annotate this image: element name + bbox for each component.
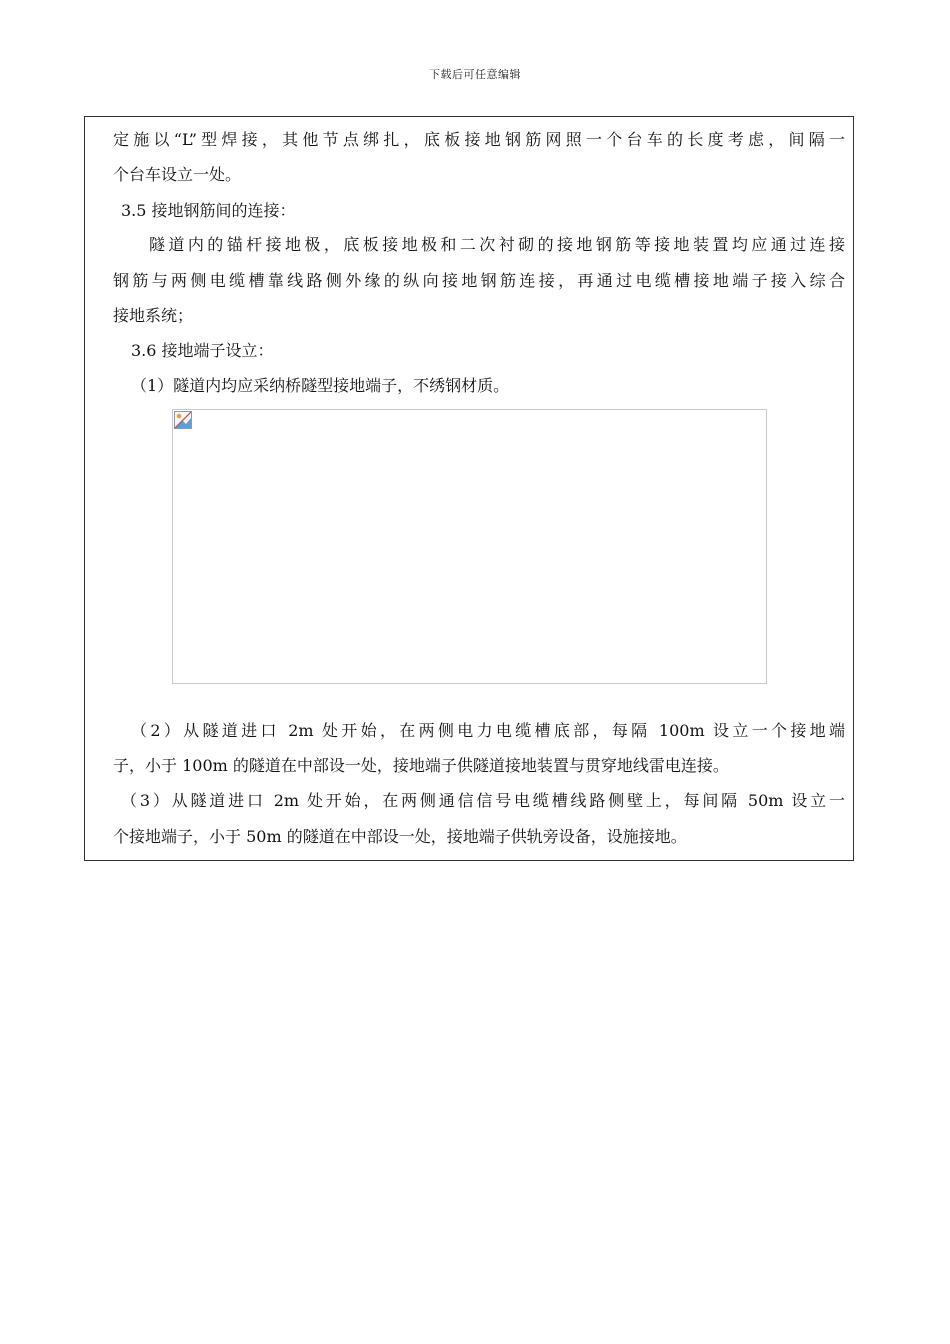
paragraph-line-1: 定施以“L”型焊接，其他节点绑扎，底板接地钢筋网照一个台车的长度考虑，间隔一 — [113, 130, 845, 149]
paragraph-line-4: 钢筋与两侧电缆槽靠线路侧外缘的纵向接地钢筋连接，再通过电缆槽接地端子接入综合 — [113, 271, 845, 290]
broken-image-icon — [174, 411, 192, 429]
paragraph-line-2: 个台车设立一处。 — [113, 165, 242, 184]
page-header-note: 下载后可任意编辑 — [429, 68, 521, 81]
embedded-image-placeholder — [172, 409, 767, 684]
list-item-2-line-1: （2）从隧道进口 2m 处开始，在两侧电力电缆槽底部，每隔 100m 设立一个接地端 — [131, 721, 845, 740]
paragraph-line-5: 接地系统； — [113, 306, 194, 325]
paragraph-line-3: 隧道内的锚杆接地极，底板接地极和二次衬砌的接地钢筋等接地装置均应通过连接 — [149, 235, 845, 254]
section-heading-3-6: 3.6 接地端子设立： — [131, 341, 274, 360]
list-item-3-line-1: （3）从隧道进口 2m 处开始，在两侧通信信号电缆槽线路侧壁上，每间隔 50m 设立一 — [121, 791, 845, 810]
list-item-3-line-2: 个接地端子，小于 50m 的隧道在中部设一处，接地端子供轨旁设备，设施接地。 — [113, 827, 687, 846]
list-item-1: （1）隧道内均应采纳桥隧型接地端子，不绣钢材质。 — [131, 376, 510, 395]
list-item-2-line-2: 子，小于 100m 的隧道在中部设一处，接地端子供隧道接地装置与贯穿地线雷电连接。 — [113, 756, 729, 775]
section-heading-3-5: 3.5 接地钢筋间的连接： — [121, 201, 296, 220]
content-table-cell — [84, 116, 854, 861]
